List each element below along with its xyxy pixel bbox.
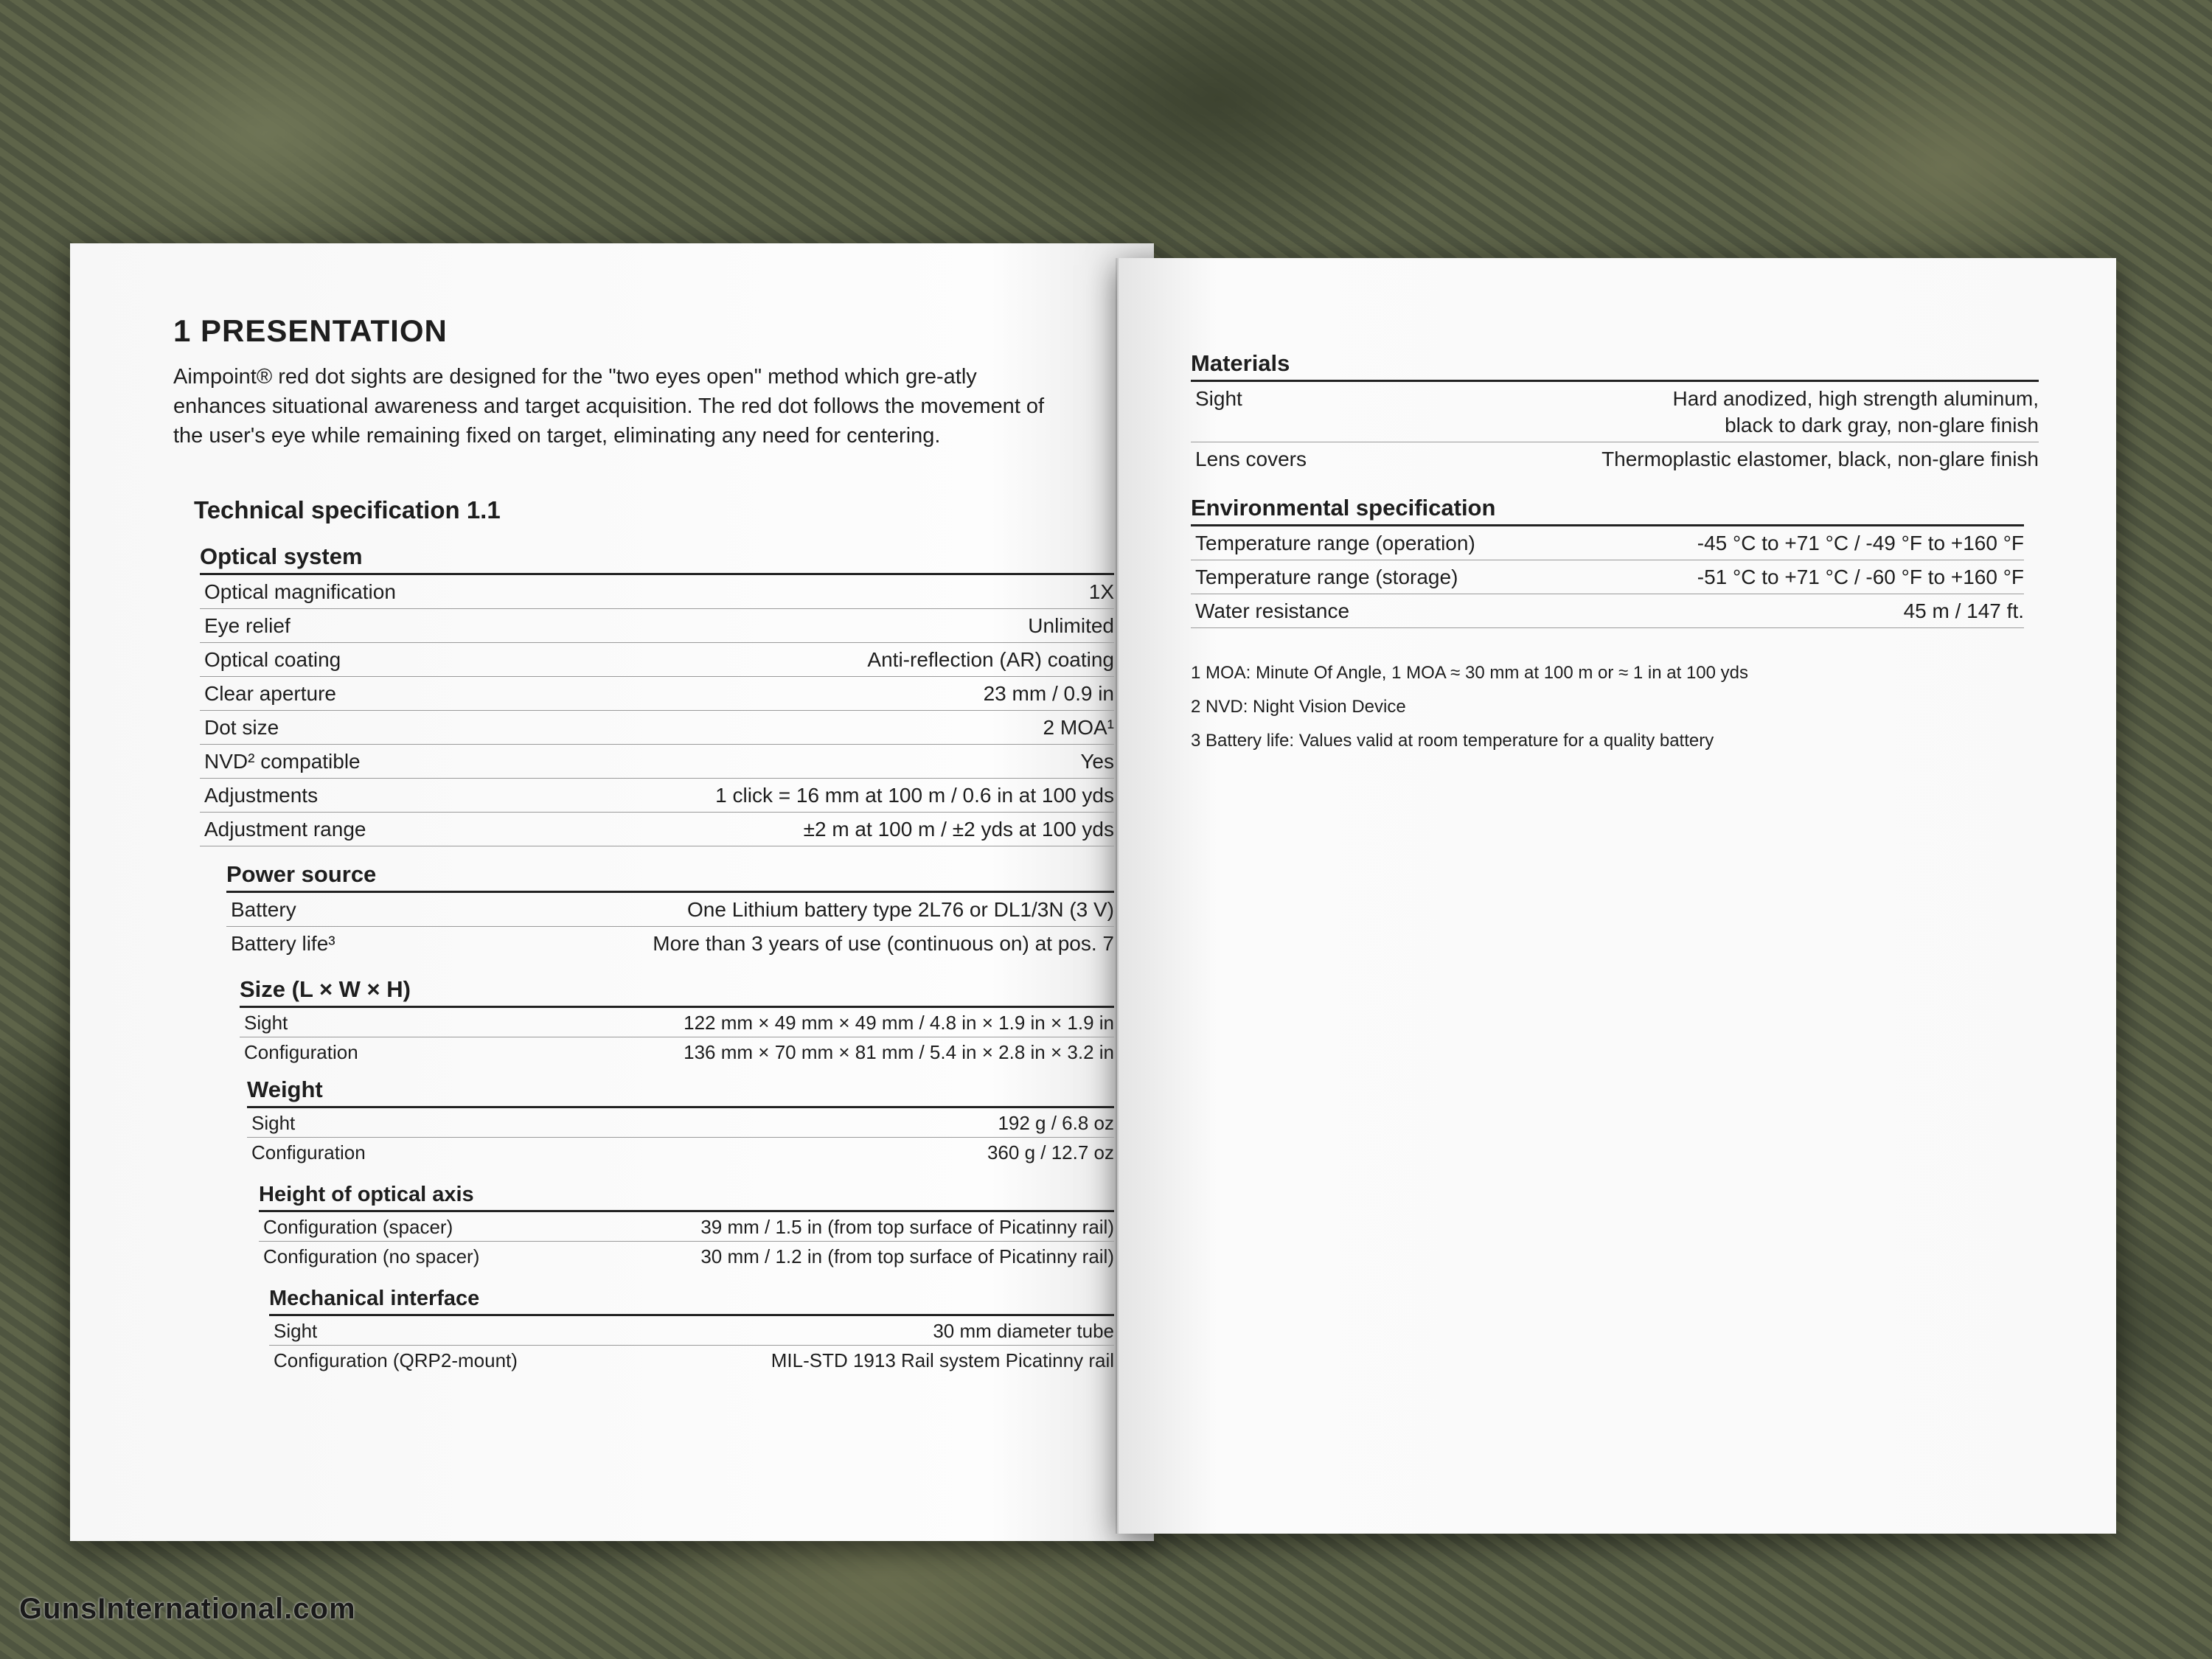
spec-row bbox=[200, 643, 1114, 677]
spec-value-line-2: black to dark gray, non-glare finish bbox=[1725, 414, 2039, 437]
page-title: 1 PRESENTATION bbox=[173, 313, 448, 348]
intro-paragraph: Aimpoint® red dot sights are designed for the "two eyes open" method which gre-atly enhances situational awareness and target acquisition. The red dot follows the movement of the user's eye while remaining fixed on target, eliminating any need for centering. bbox=[173, 365, 1045, 448]
spec-label: Configuration (no spacer) bbox=[263, 1245, 480, 1267]
spec-row bbox=[240, 1037, 1114, 1066]
spec-label: Battery bbox=[231, 898, 296, 921]
spec-row bbox=[200, 677, 1114, 711]
section-mechanical-interface bbox=[269, 1287, 1114, 1374]
spec-value: 360 g / 12.7 oz bbox=[987, 1141, 1114, 1164]
spec-row bbox=[259, 1212, 1114, 1242]
spec-row bbox=[247, 1108, 1114, 1138]
footnote: 2 NVD: Night Vision Device bbox=[1191, 697, 1406, 717]
footnote: 1 MOA: Minute Of Angle, 1 MOA ≈ 30 mm at 100 m or ≈ 1 in at 100 yds bbox=[1191, 663, 1749, 683]
footnotes bbox=[1191, 656, 2109, 758]
spec-label: Configuration (spacer) bbox=[263, 1216, 453, 1238]
spec-row bbox=[269, 1316, 1114, 1346]
spec-label: Temperature range (operation) bbox=[1195, 532, 1475, 554]
section-title: Mechanical interface bbox=[269, 1287, 1114, 1316]
spec-value: 136 mm × 70 mm × 81 mm / 5.4 in × 2.8 in × 3.2 in bbox=[684, 1041, 1114, 1063]
spec-value: 23 mm / 0.9 in bbox=[983, 682, 1114, 705]
spec-label: Battery life³ bbox=[231, 932, 335, 955]
spec-value: -51 °C to +71 °C / -60 °F to +160 °F bbox=[1697, 566, 2024, 588]
spec-label: Configuration bbox=[244, 1041, 358, 1063]
right-page-content bbox=[1191, 350, 2109, 758]
spec-row bbox=[1191, 526, 2024, 560]
spec-label: Configuration bbox=[251, 1141, 366, 1164]
spec-row bbox=[1191, 560, 2024, 594]
spec-label: Optical magnification bbox=[204, 580, 396, 603]
spec-value-line-1: Hard anodized, high strength aluminum, bbox=[1672, 387, 2039, 410]
spec-value: Unlimited bbox=[1028, 614, 1114, 637]
section-power-source bbox=[226, 861, 1114, 960]
section-weight bbox=[247, 1077, 1114, 1166]
spec-label: NVD² compatible bbox=[204, 750, 361, 773]
spec-row bbox=[200, 575, 1114, 609]
section-title: Height of optical axis bbox=[259, 1183, 1114, 1212]
spec-value: 1X bbox=[1088, 580, 1114, 603]
spec-row bbox=[226, 927, 1114, 960]
footnote: 3 Battery life: Values valid at room temperature for a quality battery bbox=[1191, 731, 1714, 751]
spec-value: One Lithium battery type 2L76 or DL1/3N (3 V) bbox=[687, 898, 1114, 921]
spec-value: ±2 m at 100 m / ±2 yds at 100 yds bbox=[803, 818, 1114, 841]
left-page-content bbox=[173, 313, 1117, 1374]
spec-label: Configuration (QRP2-mount) bbox=[274, 1349, 518, 1371]
spec-row bbox=[200, 711, 1114, 745]
spec-label: Clear aperture bbox=[204, 682, 336, 705]
section-materials bbox=[1191, 350, 2039, 476]
spec-label: Dot size bbox=[204, 716, 279, 739]
spec-label: Eye relief bbox=[204, 614, 291, 637]
spec-value: 45 m / 147 ft. bbox=[1903, 599, 2024, 622]
spec-value: -45 °C to +71 °C / -49 °F to +160 °F bbox=[1697, 532, 2024, 554]
spec-value: 39 mm / 1.5 in (from top surface of Picatinny rail) bbox=[700, 1216, 1114, 1238]
spec-row bbox=[1191, 442, 2039, 476]
spec-label: Sight bbox=[1195, 387, 1242, 410]
spec-row bbox=[200, 813, 1114, 846]
spec-value: Anti-reflection (AR) coating bbox=[867, 648, 1114, 671]
spec-label: Water resistance bbox=[1195, 599, 1350, 622]
section-title: Weight bbox=[247, 1077, 1114, 1108]
spec-label: Lens covers bbox=[1195, 448, 1307, 470]
section-title: Size (L × W × H) bbox=[240, 976, 1114, 1008]
section-height-optical-axis bbox=[259, 1183, 1114, 1270]
spec-label: Sight bbox=[244, 1012, 288, 1034]
spec-value: More than 3 years of use (continuous on) at pos. 7 bbox=[653, 932, 1114, 955]
spec-row bbox=[259, 1242, 1114, 1270]
section-title: Power source bbox=[226, 861, 1114, 893]
section-title: Environmental specification bbox=[1191, 495, 2024, 526]
section-optical-system bbox=[200, 543, 1114, 846]
spec-value: Yes bbox=[1080, 750, 1114, 773]
spec-label: Sight bbox=[274, 1320, 318, 1342]
spec-value: Thermoplastic elastomer, black, non-glare finish bbox=[1601, 448, 2039, 470]
spec-row bbox=[226, 893, 1114, 927]
spec-row bbox=[200, 745, 1114, 779]
spec-label: Sight bbox=[251, 1112, 296, 1134]
spec-label: Adjustment range bbox=[204, 818, 366, 841]
spec-value: 122 mm × 49 mm × 49 mm / 4.8 in × 1.9 in × 1.9 in bbox=[684, 1012, 1114, 1034]
spec-value: 192 g / 6.8 oz bbox=[998, 1112, 1114, 1134]
spec-value: 30 mm / 1.2 in (from top surface of Picatinny rail) bbox=[700, 1245, 1114, 1267]
section-title: Optical system bbox=[200, 543, 1114, 575]
spec-row bbox=[269, 1346, 1114, 1374]
watermark: GunsInternational.com bbox=[19, 1593, 356, 1625]
spec-row bbox=[1191, 382, 2039, 442]
spec-label: Optical coating bbox=[204, 648, 341, 671]
spec-label: Temperature range (storage) bbox=[1195, 566, 1458, 588]
spec-value: 2 MOA¹ bbox=[1043, 716, 1114, 739]
spec-row bbox=[1191, 594, 2024, 628]
spec-row bbox=[200, 609, 1114, 643]
spec-row bbox=[200, 779, 1114, 813]
section-environmental bbox=[1191, 495, 2024, 628]
spec-value: 30 mm diameter tube bbox=[933, 1320, 1114, 1342]
spec-label: Adjustments bbox=[204, 784, 319, 807]
section-title: Materials bbox=[1191, 350, 2039, 382]
tech-spec-heading: Technical specification 1.1 bbox=[194, 496, 501, 524]
spec-value: 1 click = 16 mm at 100 m / 0.6 in at 100 yds bbox=[715, 784, 1114, 807]
section-size bbox=[240, 976, 1114, 1066]
spec-value: MIL-STD 1913 Rail system Picatinny rail bbox=[771, 1349, 1114, 1371]
spec-row bbox=[247, 1138, 1114, 1166]
spec-row bbox=[240, 1008, 1114, 1037]
spec-value bbox=[1242, 386, 2039, 439]
